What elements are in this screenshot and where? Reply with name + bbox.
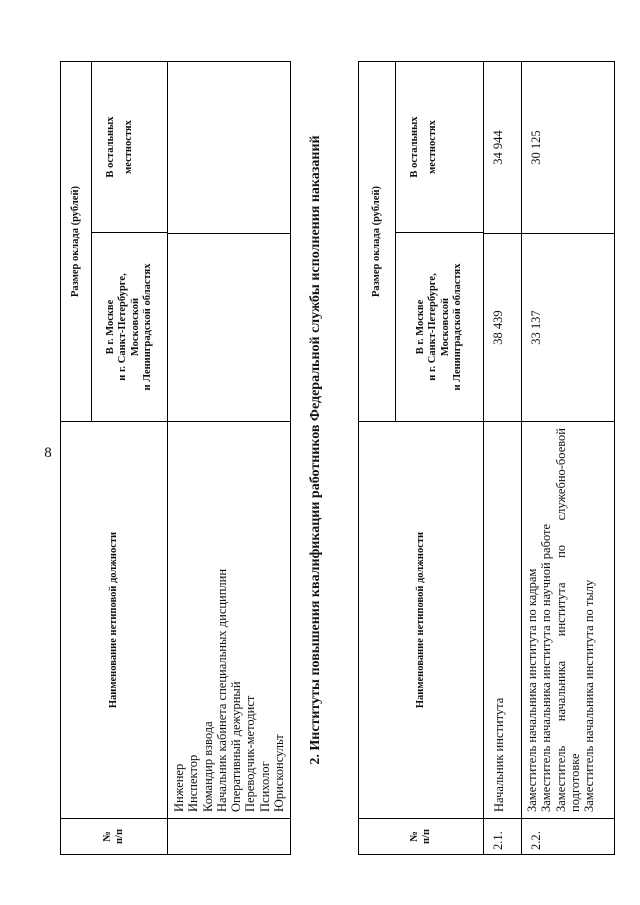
- list-item: Оперативный дежурный: [229, 681, 244, 812]
- position-title: подготовке: [567, 753, 582, 812]
- table-2-header: [359, 62, 483, 854]
- other-header: В остальных местностях: [409, 116, 438, 178]
- column-name-header: Наименование нетиповой должности: [107, 531, 119, 709]
- salary-header: Размер оклада (рублей): [69, 185, 81, 298]
- table-2: [358, 61, 615, 855]
- other-salary-value: 30 125: [522, 62, 614, 234]
- position-title: Заместитель начальника института по кадрам: [525, 568, 539, 812]
- column-name-header: Наименование нетиповой должности: [414, 531, 426, 709]
- position-title: Заместитель начальника института по научной работе: [539, 523, 554, 812]
- table-row: [483, 62, 522, 854]
- moscow-header: В г. Москве и г. Санкт-Петербурге, Московской и Ленинградской областях: [104, 263, 153, 391]
- table-row: [521, 62, 614, 854]
- position-title: Начальник института: [492, 697, 506, 812]
- list-item: Юрисконсульт: [272, 734, 287, 812]
- column-number-header: № п/п: [408, 828, 432, 845]
- page-number: 8: [44, 445, 52, 461]
- position-title: Заместитель начальника института по служебно-боевой: [553, 428, 568, 812]
- table-1-header: [61, 62, 167, 854]
- list-item: Психолог: [257, 761, 272, 812]
- section-title: 2. Институты повышения квалификации работников Федеральной службы исполнения наказаний: [308, 135, 323, 765]
- list-item: Начальник кабинета специальных дисциплин: [214, 568, 229, 812]
- list-item: Переводчик-методист: [243, 695, 258, 812]
- row-number: 2.2.: [529, 831, 543, 850]
- salary-header: Размер оклада (рублей): [370, 185, 382, 298]
- other-salary-value: 34 944: [484, 62, 522, 234]
- other-header: В остальных местностях: [105, 116, 134, 178]
- table-1: [60, 61, 291, 855]
- table-1-body: [167, 62, 290, 854]
- column-number-header: № п/п: [101, 828, 125, 845]
- position-list: [172, 569, 286, 812]
- moscow-salary-value: 33 137: [522, 234, 614, 422]
- moscow-header: В г. Москве и г. Санкт-Петербурге, Московской и Ленинградской областях: [414, 263, 463, 391]
- list-item: Инженер: [172, 763, 186, 812]
- position-title: Заместитель начальника института по тылу: [582, 579, 597, 812]
- row-number: 2.1.: [491, 831, 505, 850]
- list-item: Командир взвода: [200, 721, 215, 812]
- moscow-salary-value: 38 439: [484, 234, 522, 422]
- list-item: Инспектор: [186, 754, 201, 812]
